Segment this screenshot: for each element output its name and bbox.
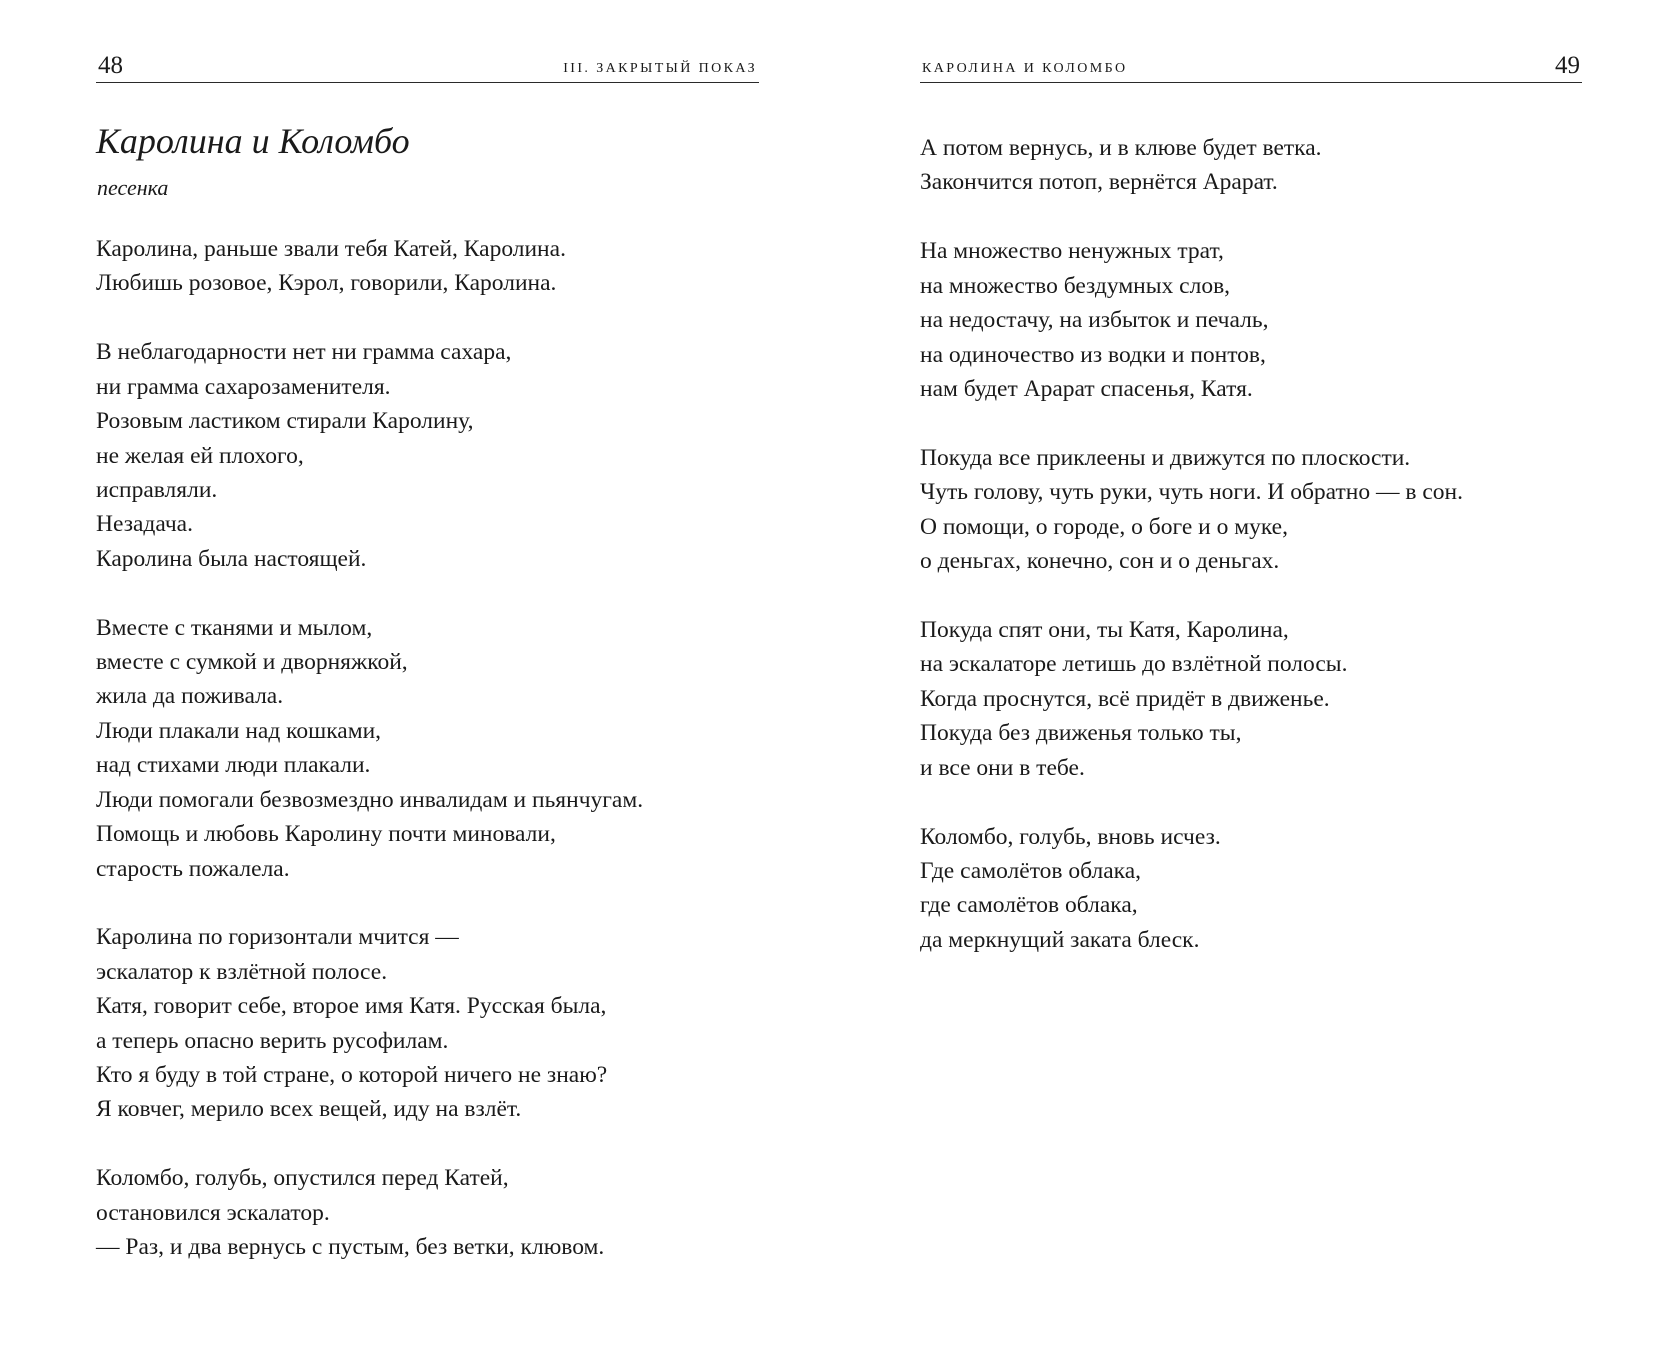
stanza: [920, 441, 1582, 579]
poem-line: Помощь и любовь Каролину почти миновали,: [96, 821, 556, 848]
poem-line: и все они в тебе.: [920, 754, 1085, 781]
poem-line: исправляли.: [96, 476, 218, 503]
poem-line: да меркнущий заката блеск.: [920, 926, 1200, 953]
poem-line: не желая ей плохого,: [96, 442, 304, 469]
poem-title: Каролина и Коломбо: [96, 121, 410, 161]
left-page-number: 48: [98, 52, 123, 79]
stanza: [96, 335, 759, 576]
right-poem-body: [920, 131, 1582, 992]
poem-subtitle: песенка: [97, 175, 169, 200]
right-running-head: [920, 46, 1582, 83]
poem-line: В неблагодарности нет ни грамма сахара,: [96, 339, 512, 366]
poem-line: остановился эскалатор.: [96, 1199, 330, 1226]
poem-line: Катя, говорит себе, второе имя Катя. Русская была,: [96, 993, 607, 1020]
left-poem-body: [96, 232, 759, 1299]
left-section-title: III. ЗАКРЫТЫЙ ПОКАЗ: [563, 61, 757, 76]
stanza: [920, 613, 1582, 785]
stanza: [920, 234, 1582, 406]
poem-line: Где самолётов облака,: [920, 857, 1142, 884]
stanza: [96, 232, 759, 301]
poem-line: Каролина по горизонтали мчится —: [96, 924, 459, 951]
poem-line: старость пожалела.: [96, 855, 290, 882]
poem-line: Кто я буду в той стране, о которой ничего не знаю?: [96, 1062, 608, 1089]
left-running-head: [96, 46, 759, 83]
poem-line: Когда проснутся, всё придёт в движенье.: [920, 685, 1330, 712]
poem-line: а теперь опасно верить русофилам.: [96, 1027, 449, 1054]
stanza: [920, 131, 1582, 200]
stanza: [920, 820, 1582, 958]
poem-line: Люди плакали над кошками,: [96, 717, 382, 744]
poem-line: Покуда все приклеены и движутся по плоскости.: [920, 444, 1411, 471]
poem-line: На множество ненужных трат,: [920, 238, 1224, 265]
right-page-number: 49: [1555, 52, 1580, 79]
poem-line: О помощи, о городе, о боге и о муке,: [920, 513, 1288, 540]
poem-line: на множество бездумных слов,: [920, 272, 1231, 299]
poem-line: о деньгах, конечно, сон и о деньгах.: [920, 548, 1280, 575]
poem-line: ни грамма сахарозаменителя.: [96, 373, 391, 400]
poem-line: вместе с сумкой и дворняжкой,: [96, 649, 408, 676]
poem-line: Каролина была настоящей.: [96, 545, 367, 572]
poem-line: Чуть голову, чуть руки, чуть ноги. И обратно — в сон.: [920, 479, 1463, 506]
stanza: [96, 611, 759, 886]
poem-line: на одиночество из водки и понтов,: [920, 341, 1266, 368]
poem-line: над стихами люди плакали.: [96, 752, 371, 779]
poem-line: Незадача.: [96, 511, 193, 538]
poem-line: жила да поживала.: [96, 683, 284, 710]
stanza: [96, 920, 759, 1126]
poem-line: на эскалаторе летишь до взлётной полосы.: [920, 651, 1348, 678]
stanza: [96, 1161, 759, 1264]
poem-line: Закончится потоп, вернётся Арарат.: [920, 169, 1278, 196]
poem-line: Каролина, раньше звали тебя Катей, Каролина.: [96, 236, 566, 262]
poem-line: Покуда спят они, ты Катя, Каролина,: [920, 616, 1289, 643]
poem-line: Коломбо, голубь, вновь исчез.: [920, 823, 1221, 850]
poem-line: — Раз, и два вернусь с пустым, без ветки, клювом.: [96, 1234, 605, 1261]
poem-line: Вместе с тканями и мылом,: [96, 614, 373, 641]
poem-line: Любишь розовое, Кэрол, говорили, Каролина.: [96, 270, 557, 297]
poem-line: нам будет Арарат спасенья, Катя.: [920, 375, 1253, 402]
poem-line: Розовым ластиком стирали Каролину,: [96, 408, 474, 435]
poem-line: Люди помогали безвозмездно инвалидам и пьянчугам.: [96, 786, 644, 813]
poem-line: где самолётов облака,: [920, 892, 1138, 919]
poem-line: на недостачу, на избыток и печаль,: [920, 307, 1269, 334]
right-section-title: КАРОЛИНА И КОЛОМБО: [922, 61, 1128, 76]
poem-line: А потом вернусь, и в клюве будет ветка.: [920, 135, 1322, 161]
poem-line: Покуда без движенья только ты,: [920, 720, 1242, 747]
poem-line: Я ковчег, мерило всех вещей, иду на взлёт.: [96, 1096, 522, 1123]
poem-line: эскалатор к взлётной полосе.: [96, 958, 388, 985]
poem-line: Коломбо, голубь, опустился перед Катей,: [96, 1165, 509, 1192]
